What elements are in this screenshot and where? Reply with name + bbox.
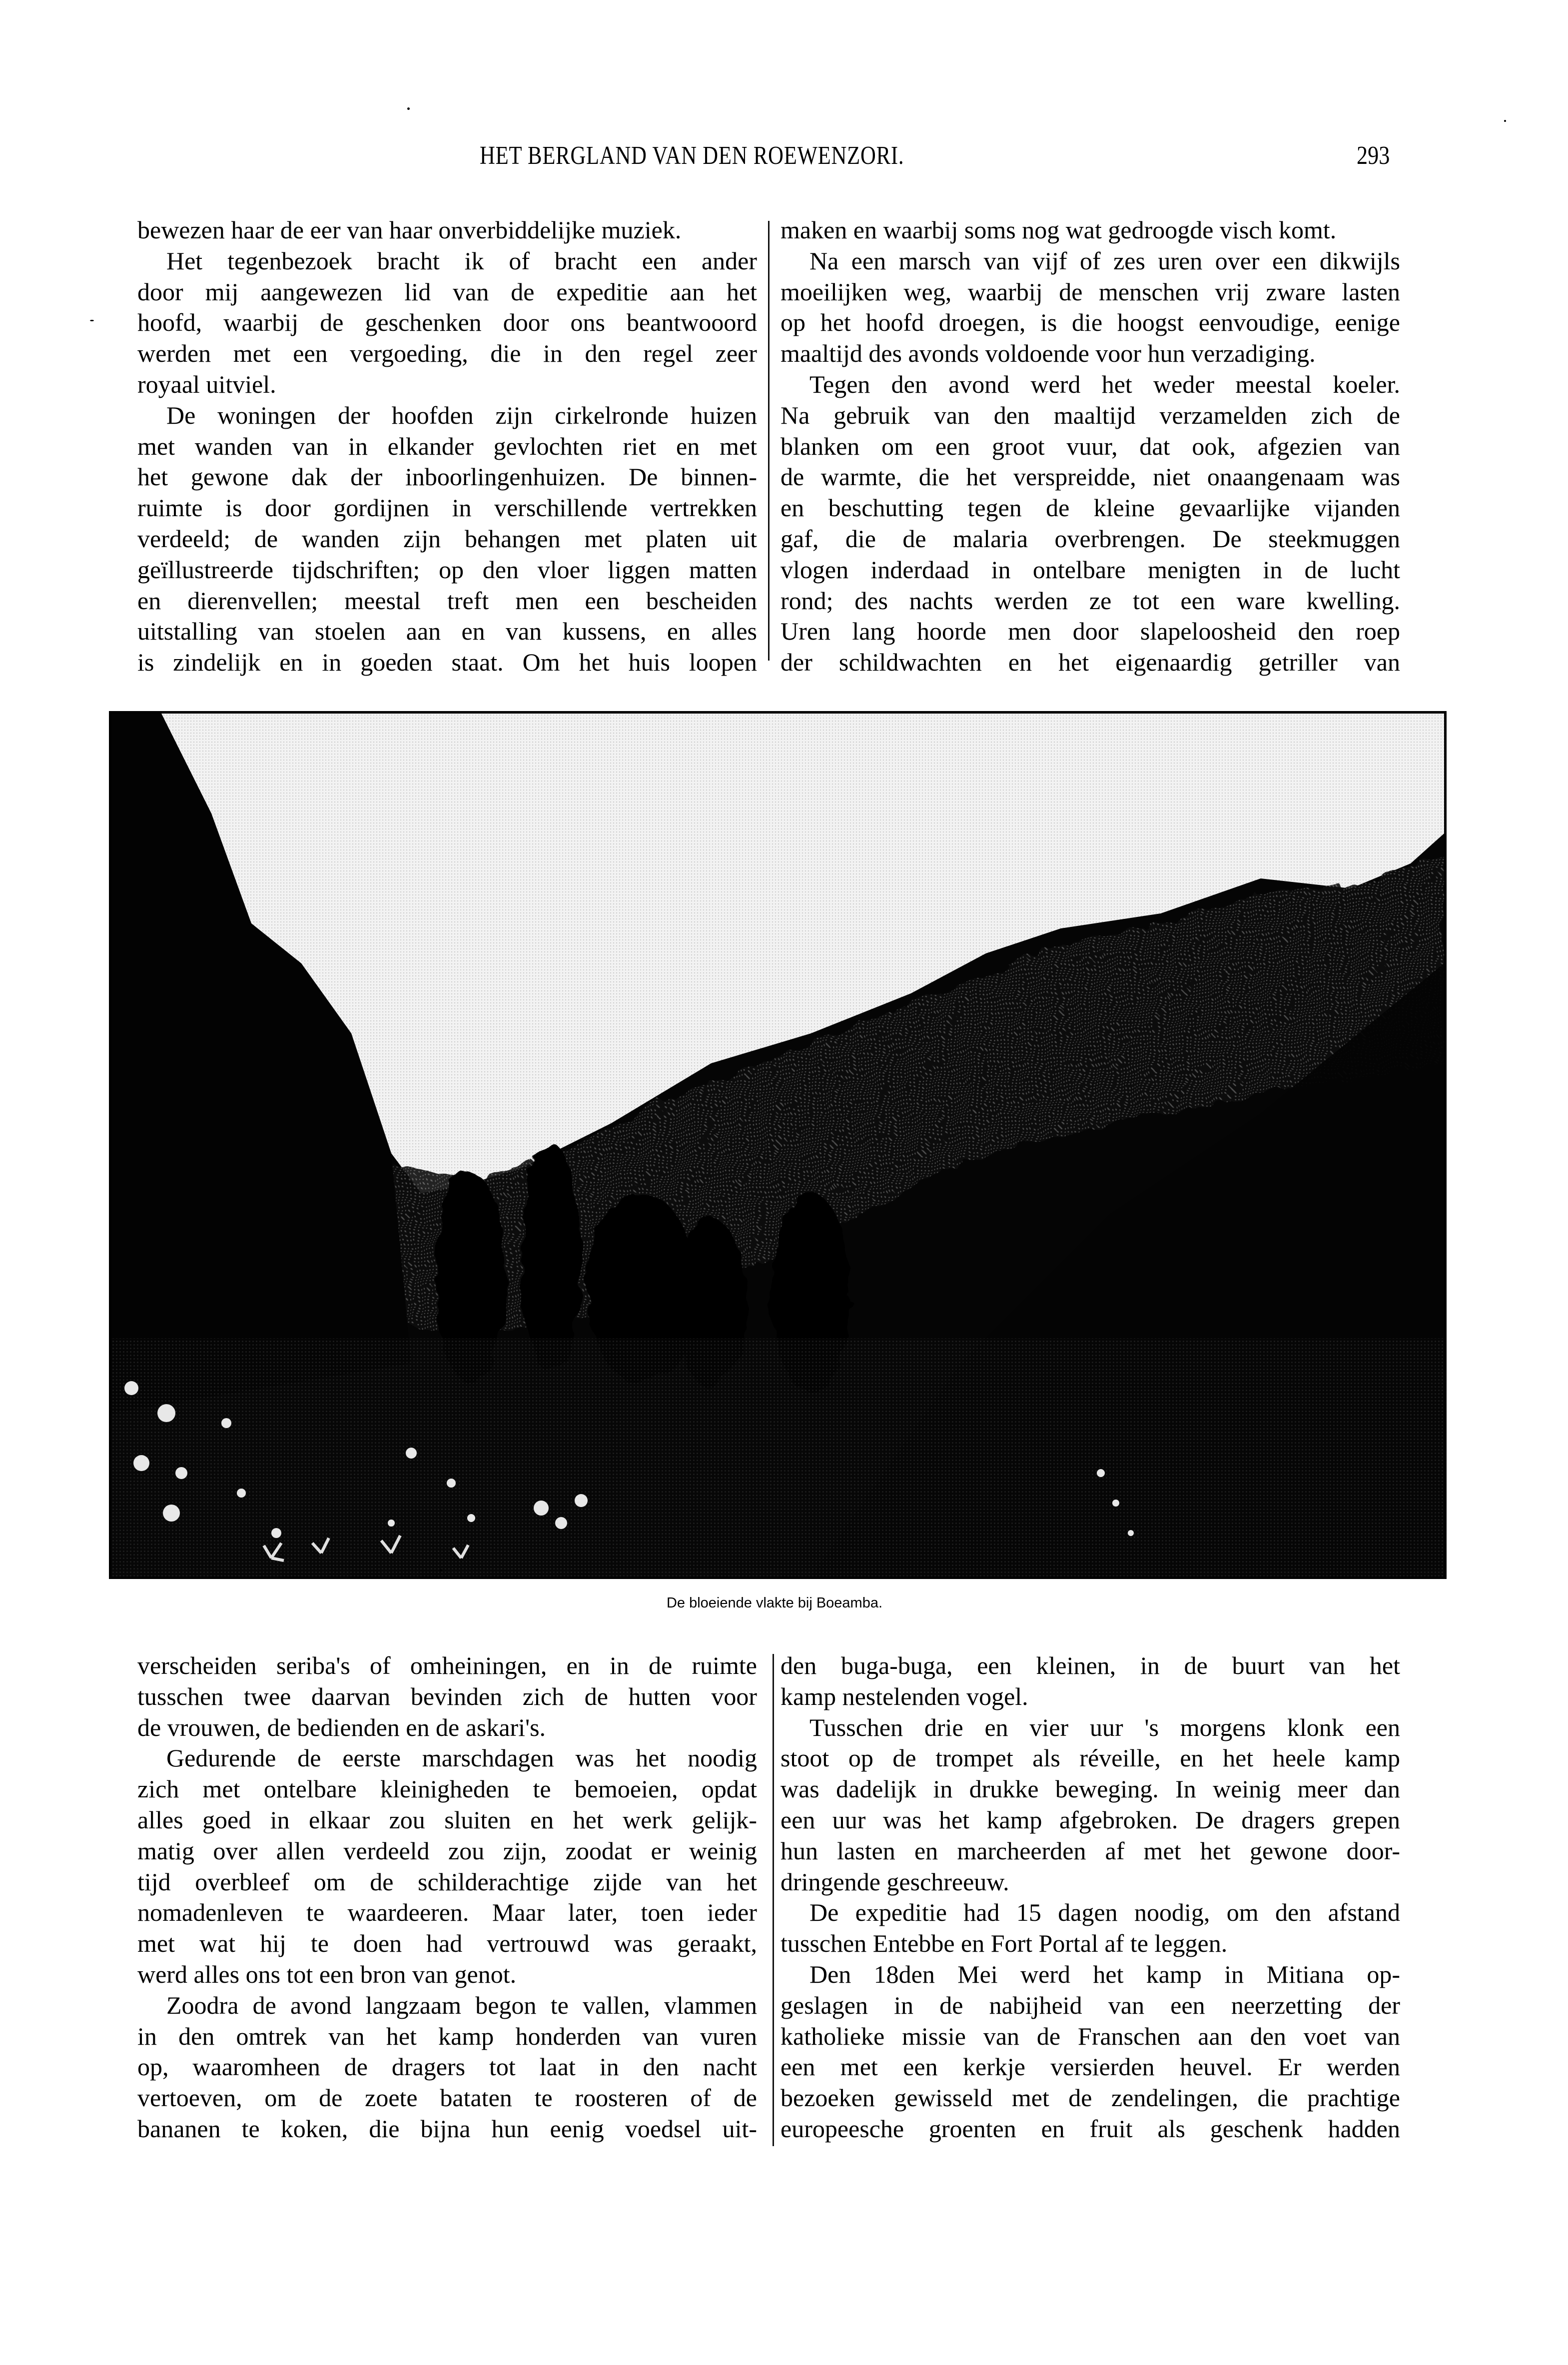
text-line: katholieke missie van de Franschen aan den voet van [781,2022,1400,2050]
text-line: maaltijd des avonds voldoende voor hun verzadiging. [781,339,1316,368]
text-line: tusschen twee daarvan bevinden zich de hutten voor [137,1682,757,1710]
text-line: uitstalling van stoelen aan en van kussens, en alles [137,617,757,646]
text-line: zich met ontelbare kleinigheden te bemoeien, opdat [137,1775,757,1803]
text-line: met wanden van in elkander gevlochten riet en met [137,432,757,460]
column-divider-bottom [773,1654,774,2146]
text-line: alles goed in elkaar zou sluiten en het werk gelijk- [137,1805,757,1834]
text-line: met wat hij te doen had vertrouwd was geraakt, [137,1929,757,1958]
text-line: Gedurende de eerste marschdagen was het noodig [166,1744,757,1772]
text-line: vertoeven, om de zoete bataten te roosteren of de [137,2084,757,2112]
text-line: nomadenleven te waardeeren. Maar later, toen ieder [137,1898,757,1927]
text-line: Tegen den avond werd het weder meestal koeler. [809,370,1400,398]
text-line: gaf, die de malaria overbrengen. De steekmuggen [781,524,1400,553]
text-line: tusschen Entebbe en Fort Portal af te leggen. [781,1929,1228,1958]
text-line: bewezen haar de eer van haar onverbiddelijke muziek. [137,216,682,244]
text-line: matig over allen verdeeld zou zijn, zoodat er weinig [137,1836,757,1865]
text-line: Den 18den Mei werd het kamp in Mitiana op- [809,1960,1400,1988]
text-line: moeilijken weg, waarbij de menschen vrij zware lasten [781,277,1400,306]
scan-speck [407,107,410,110]
text-line: was dadelijk in drukke beweging. In weinig meer dan [781,1775,1400,1803]
text-line: maken en waarbij soms nog wat gedroogde visch komt. [781,216,1337,244]
text-line: verdeeld; de wanden zijn behangen met platen uit [137,524,757,553]
text-column-top-right [781,215,1400,678]
text-line: Tusschen drie en vier uur 's morgens klonk een [809,1713,1400,1741]
text-line: Na gebruik van den maaltijd verzamelden zich de [781,401,1400,429]
text-line: De expeditie had 15 dagen noodig, om den afstand [809,1898,1400,1927]
text-line: stoot op de trompet als réveille, en het heele kamp [781,1744,1400,1772]
text-line: het gewone dak der inboorlingenhuizen. De binnen- [137,463,757,491]
text-line: De woningen der hoofden zijn cirkelronde huizen [166,401,757,429]
text-line: werd alles ons tot een bron van genot. [137,1960,517,1988]
text-line: Na een marsch van vijf of zes uren over een dikwijls [809,246,1400,275]
text-line: hoofd, waarbij de geschenken door ons beantwooord [137,308,757,337]
text-column-top-left [137,215,757,678]
text-line: bananen te koken, die bijna hun eenig voedsel uit- [137,2114,757,2143]
figure-caption: De bloeiende vlakte bij Boeamba. [666,1595,883,1611]
text-line: geslagen in de nabijheid van een neerzetting der [781,1991,1400,2019]
text-line: werden met een vergoeding, die in den regel zeer [137,339,757,368]
figure-photograph [109,711,1447,1579]
mountain-valley-illustration [111,714,1444,1577]
text-line: bezoeken gewisseld met de zendelingen, die prachtige [781,2084,1400,2112]
text-line: Uren lang hoorde men door slapeloosheid den roep [781,617,1400,646]
text-line: op het hoofd droegen, is die hoogst eenvoudige, eenige [781,308,1400,337]
text-line: vlogen inderdaad in ontelbare menigten in de lucht [781,555,1400,584]
text-line: verscheiden seriba's of omheiningen, en in de ruimte [137,1651,757,1679]
text-line: in den omtrek van het kamp honderden van vuren [137,2022,757,2050]
text-column-bottom-right [781,1650,1400,2145]
text-line: hun lasten en marcheerden af met het gewone door- [781,1836,1400,1865]
scan-speck [90,320,94,321]
text-line: kamp nestelenden vogel. [781,1682,1028,1710]
text-line: royaal uitviel. [137,370,276,398]
text-line: op, waaromheen de dragers tot laat in den nacht [137,2053,757,2081]
text-line: een met een kerkje versierden heuvel. Er werden [781,2053,1400,2081]
text-line: tijd overbleef om de schilderachtige zijde van het [137,1867,757,1896]
text-line: en beschutting tegen de kleine gevaarlijke vijanden [781,494,1400,522]
text-line: der schildwachten en het eigenaardig getriller van [781,648,1400,677]
scan-speck [1504,120,1506,122]
text-line: de vrouwen, de bedienden en de askari's. [137,1713,546,1741]
text-line: blanken om een groot vuur, dat ook, afgezien van [781,432,1400,460]
text-line: geïllustreerde tijdschriften; op den vloer liggen matten [137,555,757,584]
text-line: is zindelijk en in goeden staat. Om het huis loopen [137,648,757,677]
text-line: europeesche groenten en fruit als geschenk hadden [781,2114,1400,2143]
text-line: Het tegenbezoek bracht ik of bracht een ander [166,246,757,275]
scan-speck [440,1569,442,1572]
text-line: den buga-buga, een kleinen, in de buurt van het [781,1651,1400,1679]
text-line: de warmte, die het verspreidde, niet onaangenaam was [781,463,1400,491]
text-line: ruimte is door gordijnen in verschillende vertrekken [137,494,757,522]
text-line: rond; des nachts werden ze tot een ware kwelling. [781,586,1400,615]
running-title: HET BERGLAND VAN DEN ROEWENZORI. [480,141,904,170]
text-line: dringende geschreeuw. [781,1867,1009,1896]
text-line: een uur was het kamp afgebroken. De dragers grepen [781,1805,1400,1834]
text-line: Zoodra de avond langzaam begon te vallen, vlammen [166,1991,757,2019]
page-number: 293 [1357,141,1390,170]
text-column-bottom-left [137,1650,757,2145]
text-line: door mij aangewezen lid van de expeditie aan het [137,277,757,306]
column-divider-top [768,221,770,661]
text-line: en dierenvellen; meestal treft men een bescheiden [137,586,757,615]
